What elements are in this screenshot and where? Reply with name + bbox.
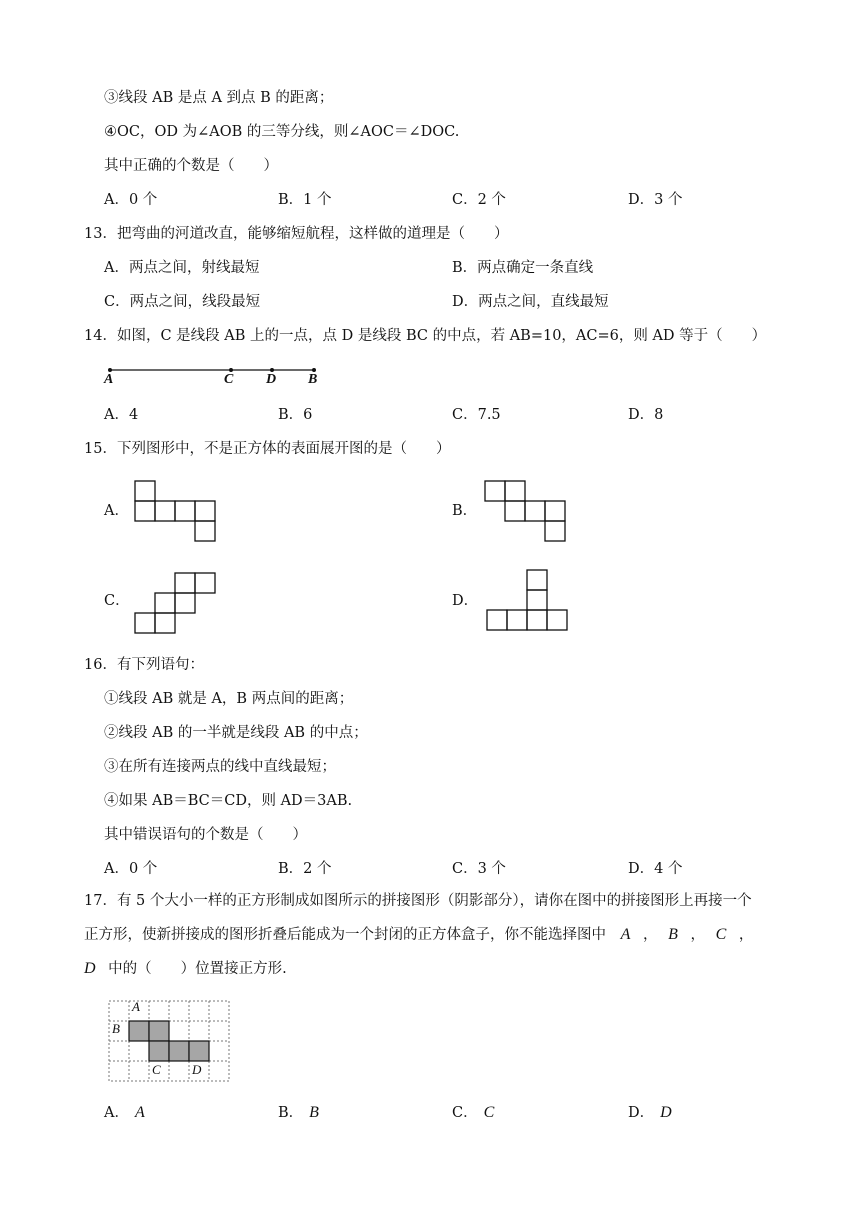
- q17-option-d-var: D: [660, 1104, 672, 1121]
- q15-option-c-label: C．: [104, 593, 130, 609]
- q12-option-c: C．2 个: [452, 192, 506, 208]
- q17-var-c: C: [715, 926, 727, 943]
- q17-var-d: D: [84, 960, 96, 977]
- q16-question: 其中错误语句的个数是（ ）: [104, 827, 307, 843]
- q14-option-b: B．6: [278, 407, 313, 423]
- q14-option-a: A．4: [104, 407, 139, 423]
- q14-option-c: C．7.5: [452, 407, 501, 423]
- q13-stem: 13．把弯曲的河道改直，能够缩短航程，这样做的道理是（ ）: [84, 226, 509, 242]
- q16-option-d: D．4 个: [628, 861, 683, 877]
- q17-stem-line-2: 正方形，使新拼接成的图形折叠后能成为一个封闭的正方体盒子，你不能选择图中 A ， B ， C ，: [84, 926, 754, 943]
- q15-net-c: [134, 572, 218, 636]
- q15-option-d-label: D．: [452, 593, 479, 609]
- q16-statement-2: ②线段 AB 的一半就是线段 AB 的中点；: [104, 725, 368, 741]
- q14-option-d: D．8: [628, 407, 664, 423]
- q16-statement-1: ①线段 AB 就是 A，B 两点间的距离；: [104, 691, 354, 707]
- q17-option-c: C． C: [452, 1104, 495, 1121]
- q17-option-b-var: B: [309, 1104, 319, 1121]
- q17-stem-line-1: 17．有 5 个大小一样的正方形制成如图所示的拼接图形（阴影部分），请你在图中的拼接图形上再接一个: [84, 893, 752, 909]
- q15-option-a-label: A．: [104, 503, 129, 519]
- q17-stem-line-3: [84, 960, 287, 978]
- q17-grid-label-c: C: [152, 1062, 161, 1077]
- q17-stem-line-2-text: 正方形，使新拼接成的图形折叠后能成为一个封闭的正方体盒子，你不能选择图中: [84, 927, 606, 943]
- q13-option-b: B．两点确定一条直线: [452, 260, 594, 276]
- q12-statement-3: ③线段 AB 是点 A 到点 B 的距离；: [104, 90, 334, 106]
- q12-statement-4: ④OC，OD 为∠AOB 的三等分线，则∠AOC＝∠DOC.: [104, 124, 460, 140]
- q16-option-a: A．0 个: [104, 861, 158, 877]
- q14-label-d: D: [266, 372, 277, 387]
- q17-grid-label-d: D: [192, 1062, 202, 1077]
- q13-option-a: A．两点之间，射线最短: [104, 260, 260, 276]
- q14-stem: 14．如图，C 是线段 AB 上的一点，点 D 是线段 BC 的中点，若 AB=10，AC=6，则 AD 等于（ ）: [84, 328, 767, 344]
- q17-option-b: B． B: [278, 1104, 319, 1121]
- q16-statement-3: ③在所有连接两点的线中直线最短；: [104, 759, 336, 775]
- q17-grid-label-b: B: [112, 1021, 120, 1036]
- q17-option-c-var: C: [483, 1104, 495, 1121]
- q12-option-d: D．3 个: [628, 192, 683, 208]
- q12-question: 其中正确的个数是（ ）: [104, 158, 278, 174]
- q16-option-b: B．2 个: [278, 861, 332, 877]
- q17-var-b: B: [668, 926, 678, 943]
- q16-statement-4: ④如果 AB＝BC＝CD，则 AD＝3AB.: [104, 793, 353, 809]
- q12-option-a: A．0 个: [104, 192, 158, 208]
- q15-net-b: [484, 480, 568, 544]
- q16-option-c: C．3 个: [452, 861, 506, 877]
- q14-segment-figure: [100, 360, 340, 394]
- q15-option-b-label: B．: [452, 503, 478, 519]
- q13-option-c: C．两点之间，线段最短: [104, 294, 261, 310]
- q13-option-d: D．两点之间，直线最短: [452, 294, 609, 310]
- q15-stem: 15．下列图形中，不是正方体的表面展开图的是（ ）: [84, 441, 451, 457]
- q14-label-a: A: [104, 372, 114, 387]
- q17-grid-figure: [108, 1000, 230, 1082]
- q14-label-c: C: [224, 372, 234, 387]
- q15-net-d: [486, 569, 570, 633]
- q16-stem: 16．有下列语句：: [84, 657, 204, 673]
- q17-grid-label-a: A: [132, 999, 140, 1014]
- q15-net-a: [134, 480, 218, 544]
- q17-option-a: A． A: [104, 1104, 145, 1121]
- q12-option-b: B．1 个: [278, 192, 332, 208]
- q17-stem-line-3-text: 中的（ ）位置接正方形.: [108, 961, 287, 977]
- q17-option-d: D． D: [628, 1104, 672, 1121]
- q14-label-b: B: [308, 372, 318, 387]
- q17-option-a-var: A: [134, 1104, 145, 1121]
- q17-var-a: A: [620, 926, 631, 943]
